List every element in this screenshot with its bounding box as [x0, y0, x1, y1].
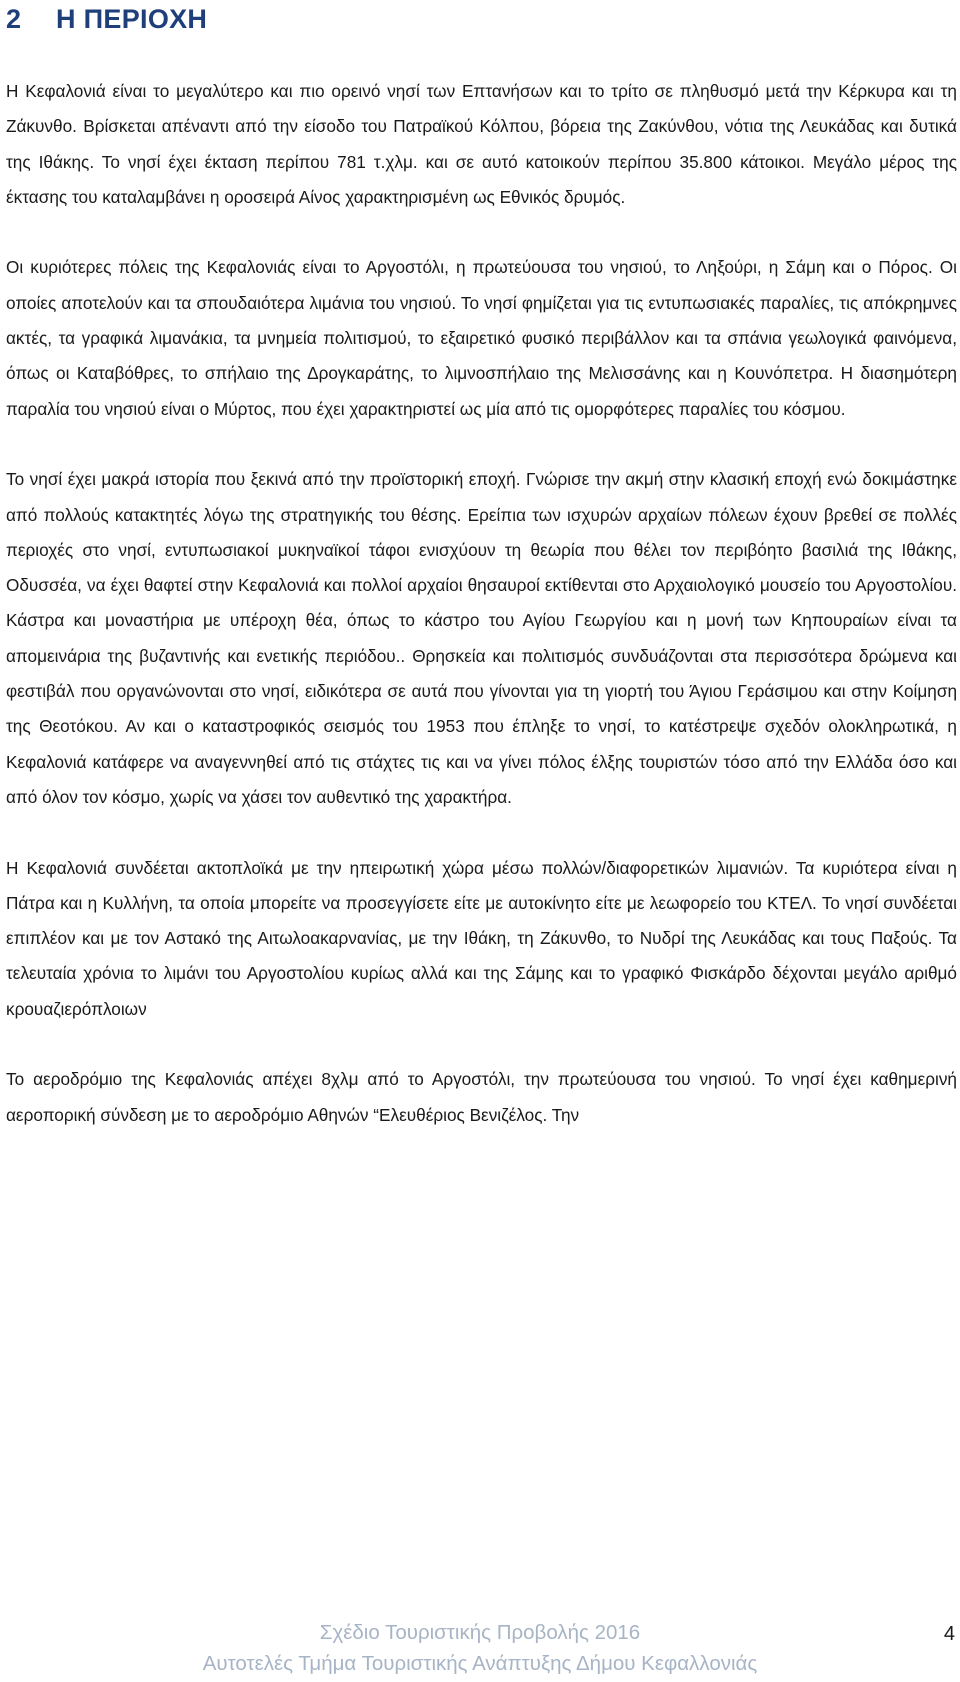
document-body: [6, 74, 957, 1133]
paragraph-5: Το αεροδρόμιο της Κεφαλονιάς απέχει 8χλμ από το Αργοστόλι, την πρωτεύουσα του νησιού. Το νησί έχει καθημερινή αεροπορική σύνδεση με το αεροδρόμιο Αθηνών “Ελευθέριος Βενιζέλος. Την: [6, 1069, 957, 1125]
paragraph-4: Η Κεφαλονιά συνδέεται ακτοπλοϊκά με την ηπειρωτική χώρα μέσω πολλών/διαφορετικών λιμανιών. Τα κυριότερα είναι η Πάτρα και η Κυλλήνη, τα οποία μπορείτε να προσεγγίσετε είτε με αυτοκίνητο είτε με λεωφορείο του ΚΤΕΛ. Το νησί συνδέεται επιπλέον και με τον Αστακό της Αιτωλοακαρνανίας, με την Ιθάκη, τη Ζάκυνθο, το Νυδρί της Λευκάδας και τους Παξούς. Τα τελευταία χρόνια το λιμάνι του Αργοστολίου κυρίως αλλά και της Σάμης και το γραφικό Φισκάρδο δέχονται μεγάλο αριθμό κρουαζιερόπλοιων: [6, 857, 957, 1019]
page-footer: [0, 1617, 960, 1679]
section-number: 2: [6, 3, 22, 34]
section-heading: [6, 0, 957, 37]
section-title: Η ΠΕΡΙΟΧΗ: [56, 3, 208, 34]
paragraph-1: Η Κεφαλονιά είναι το μεγαλύτερο και πιο ορεινό νησί των Επτανήσων και το τρίτο σε πληθυσμό μετά την Κέρκυρα και τη Ζάκυνθο. Βρίσκεται απέναντι από την είσοδο του Πατραϊκού Κόλπου, βόρεια της Ζακύνθου, νότια της Λευκάδας και δυτικά της Ιθάκης. Το νησί έχει έκταση περίπου 781 τ.χλμ. και σε αυτό κατοικούν περίπου 35.800 κάτοικοι. Μεγάλο μέρος της έκτασης του καταλαμβάνει η οροσειρά Αίνος χαρακτηρισμένη ως Εθνικός δρυμός.: [6, 81, 957, 207]
page-number: 4: [943, 1623, 955, 1645]
paragraph-3: Το νησί έχει μακρά ιστορία που ξεκινά από την προϊστορική εποχή. Γνώρισε την ακμή στην κλασική εποχή ενώ δοκιμάστηκε από πολλούς κατακτητές λόγω της στρατηγικής του θέσης. Ερείπια των ισχυρών αρχαίων πόλεων έχουν βρεθεί σε πολλές περιοχές στο νησί, εντυπωσιακοί μυκηναϊκοί τάφοι ενισχύουν τη θεωρία που θέλει τον περιβόητο βασιλιά της Ιθάκης, Οδυσσέα, να έχει θαφτεί στην Κεφαλονιά και πολλοί αρχαίοι θησαυροί εκτίθενται στο Αρχαιολογικό μουσείο του Αργοστολίου. Κάστρα και μοναστήρια με υπέροχη θέα, όπως το κάστρο του Αγίου Γεωργίου και η μονή των Κηπουραίων είναι τα απομεινάρια της βυζαντινής και ενετικής περιόδου.. Θρησκεία και πολιτισμός συνδυάζονται στα περισσότερα δρώμενα και φεστιβάλ που οργανώνονται στο νησί, ειδικότερα σε αυτά που γίνονται για τη γιορτή του Άγιου Γεράσιμου και στην Κοίμηση της Θεοτόκου. Αν και ο καταστροφικός σεισμός του 1953 που έπληξε το νησί, το κατέστρεψε σχεδόν ολοκληρωτικά, η Κεφαλονιά κατάφερε να αναγεννηθεί από τις στάχτες τις και να γίνει πόλος έλξης τουριστών τόσο από την Ελλάδα όσο και από όλον τον κόσμο, χωρίς να χάσει τον αυθεντικό της χαρακτήρα.: [6, 469, 957, 807]
paragraph-2: Οι κυριότερες πόλεις της Κεφαλονιάς είναι το Αργοστόλι, η πρωτεύουσα του νησιού, το Ληξούρι, η Σάμη και ο Πόρος. Οι οποίες αποτελούν και τα σπουδαιότερα λιμάνια του νησιού. Το νησί φημίζεται για τις εντυπωσιακές παραλίες, τις απόκρημνες ακτές, τα γραφικά λιμανάκια, τα μνημεία πολιτισμού, το εξαιρετικό φυσικό περιβάλλον και τα σπάνια γεωλογικά φαινόμενα, όπως οι Καταβόθρες, το σπήλαιο της Δρογκαράτης, το λιμνοσπήλαιο της Μελισσάνης και η Κουνόπετρα. Η διασημότερη παραλία του νησιού είναι ο Μύρτος, που έχει χαρακτηριστεί ως μία από τις ομορφότερες παραλίες του κόσμου.: [6, 257, 957, 419]
footer-line-1: Σχέδιο Τουριστικής Προβολής 2016: [319, 1621, 641, 1644]
footer-line-2: Αυτοτελές Τμήμα Τουριστικής Ανάπτυξης Δήμου Κεφαλλονιάς: [202, 1652, 758, 1675]
